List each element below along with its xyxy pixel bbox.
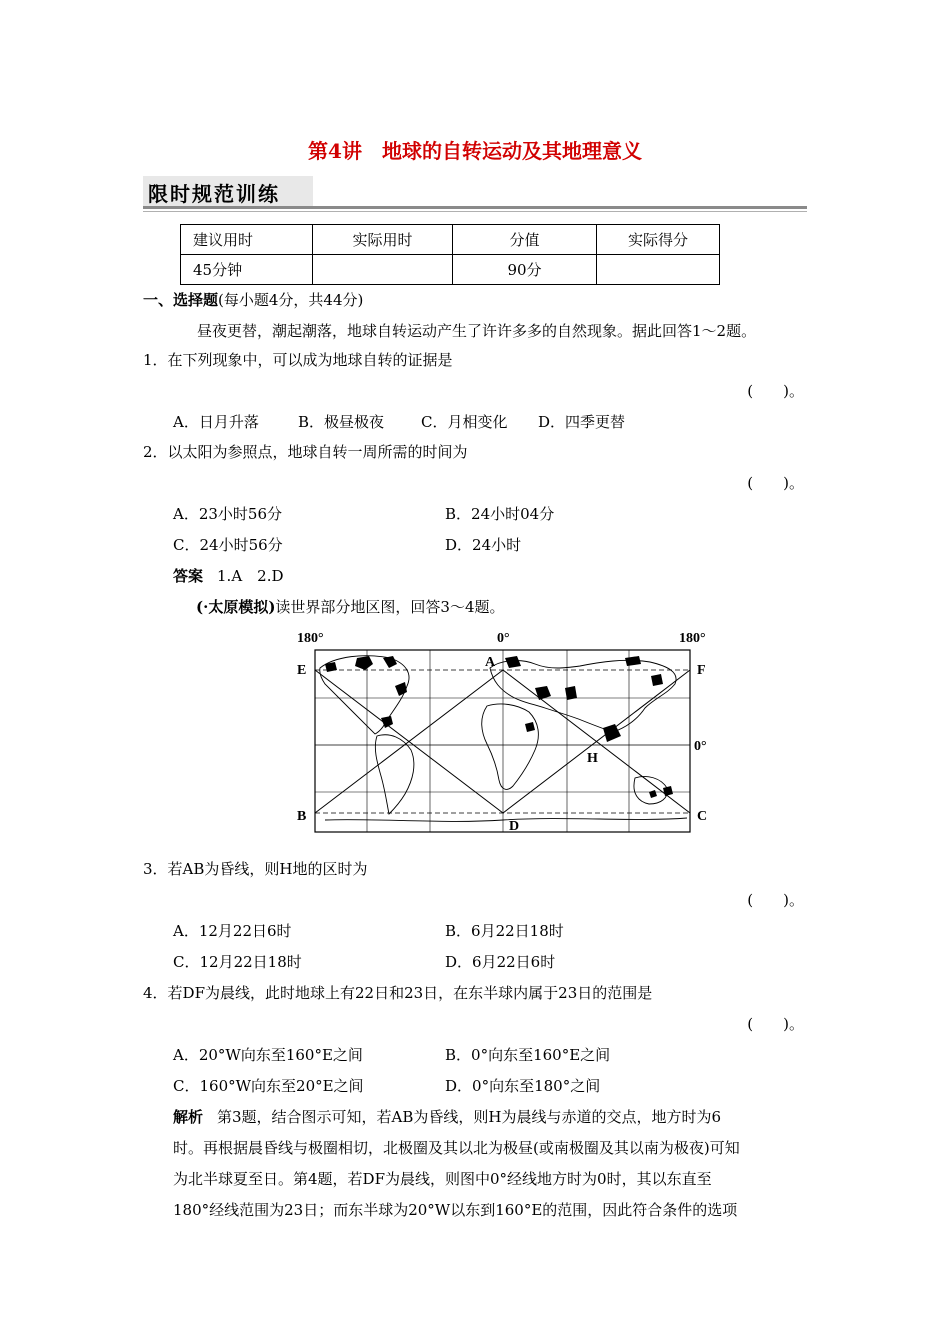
- lon-label-180-right: 180°: [679, 631, 706, 646]
- option-a: A．日月升落: [173, 413, 259, 431]
- analysis-text: 第3题，结合图示可知，若AB为昏线，则H为晨线与赤道的交点，地方时为6: [217, 1108, 722, 1126]
- option-c: C．月相变化: [421, 413, 508, 431]
- option-d: D．四季更替: [538, 413, 626, 431]
- analysis-text: 为北半球夏至日。第4题，若DF为晨线，则图中0°经线地方时为0时，其以东直至: [173, 1170, 712, 1188]
- point-f: F: [697, 663, 706, 678]
- answer-line: [173, 565, 284, 586]
- table-cell: 分值: [453, 225, 597, 255]
- table-header-row: [181, 225, 720, 255]
- world-map-figure: [295, 628, 715, 838]
- answer-blank: ( )。: [747, 1015, 804, 1033]
- option-a: A．20°W向东至160°E之间: [173, 1046, 363, 1064]
- table-cell: 建议用时: [181, 225, 313, 255]
- option-b: B．极昼极夜: [298, 413, 385, 431]
- answer-text: 1.A 2.D: [217, 567, 284, 585]
- answer-blank: ( )。: [747, 382, 804, 400]
- option-c: C．24小时56分: [173, 536, 283, 554]
- option-d: D．6月22日6时: [445, 953, 556, 971]
- time-score-table: [180, 224, 720, 285]
- point-b: B: [297, 809, 307, 824]
- banner-rule: [143, 206, 807, 209]
- map-frame: [315, 650, 690, 832]
- table-cell: 90分: [453, 255, 597, 285]
- section-heading: [143, 289, 363, 310]
- analysis-text: 180°经线范围为23日；而东半球为20°W以东到160°E的范围，因此符合条件的选项: [173, 1201, 738, 1219]
- point-e: E: [297, 663, 307, 678]
- option-b: B．0°向东至160°E之间: [445, 1046, 611, 1064]
- option-d: D．0°向东至180°之间: [445, 1077, 601, 1095]
- analysis-text: 时。再根据晨昏线与极圈相切，北极圈及其以北为极昼(或南极圈及其以南为极夜)可知: [173, 1139, 740, 1157]
- section-heading-text: 一、选择题: [143, 291, 219, 309]
- analysis-label: 解析: [173, 1108, 204, 1126]
- table-cell: 45分钟: [181, 255, 313, 285]
- option-c: C．160°W向东至20°E之间: [173, 1077, 364, 1095]
- intro-text: 昼夜更替，潮起潮落，地球自转运动产生了许许多多的自然现象。据此回答1～2题。: [197, 322, 757, 340]
- continent-outlines: [320, 656, 687, 822]
- question-4-stem: 4．若DF为晨线，此时地球上有22日和23日，在东半球内属于23日的范围是: [143, 984, 653, 1002]
- option-c: C．12月22日18时: [173, 953, 302, 971]
- table-cell: 实际得分: [597, 225, 720, 255]
- answer-blank: ( )。: [747, 891, 804, 909]
- intro-2: [196, 596, 505, 617]
- point-h: H: [587, 751, 598, 766]
- lon-label-0: 0°: [497, 631, 510, 646]
- table-cell[interactable]: [313, 255, 453, 285]
- table-cell[interactable]: [597, 255, 720, 285]
- section-note: (每小题4分，共44分): [218, 291, 364, 309]
- option-b: B．6月22日18时: [445, 922, 564, 940]
- question-2-stem: 2．以太阳为参照点，地球自转一周所需的时间为: [143, 443, 468, 461]
- equator-label: 0°: [694, 739, 707, 754]
- point-c: C: [697, 809, 708, 824]
- option-b: B．24小时04分: [445, 505, 555, 523]
- point-d: D: [509, 819, 520, 834]
- option-a: A．23小时56分: [173, 505, 283, 523]
- analysis-line: [173, 1106, 721, 1127]
- question-1-stem: 1．在下列现象中，可以成为地球自转的证据是: [143, 351, 453, 369]
- answer-blank: ( )。: [747, 474, 804, 492]
- question-3-stem: 3．若AB为昏线，则H地的区时为: [143, 860, 368, 878]
- table-row: [181, 255, 720, 285]
- option-d: D．24小时: [445, 536, 522, 554]
- highlighted-regions: [325, 656, 673, 798]
- intro-2-text: 读世界部分地区图，回答3～4题。: [275, 598, 505, 616]
- page-title: 第4讲 地球的自转运动及其地理意义: [308, 139, 642, 163]
- source-label: (·太原模拟): [196, 598, 276, 616]
- table-cell: 实际用时: [313, 225, 453, 255]
- section-banner: 限时规范训练: [148, 182, 280, 206]
- option-a: A．12月22日6时: [173, 922, 292, 940]
- answer-label: 答案: [173, 567, 204, 585]
- lon-label-180-left: 180°: [297, 631, 324, 646]
- banner-rule-thin: [143, 211, 807, 212]
- point-a: A: [485, 655, 496, 670]
